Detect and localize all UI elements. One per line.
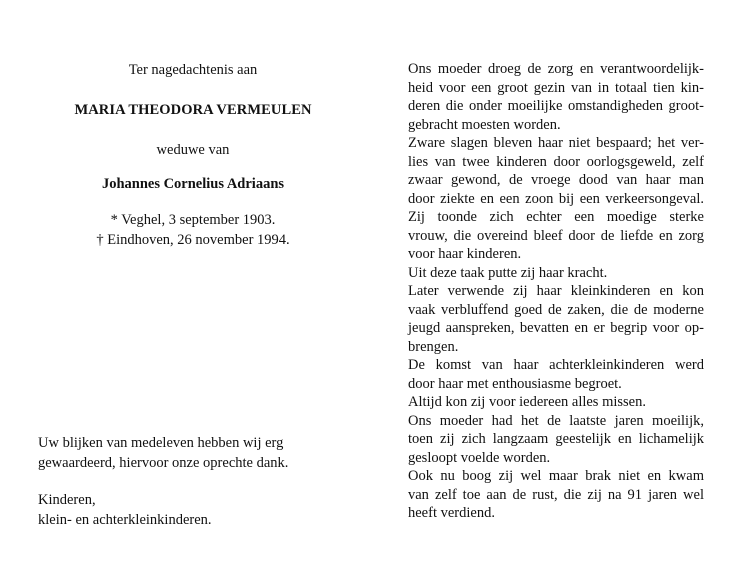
text-line: Ook nu boog zij wel maar brak niet en kwam — [408, 468, 704, 484]
text-line: deren die onder moeilijke omstandigheden groot- — [408, 98, 704, 114]
text-line: Ons moeder had het de laatste jaren moeilijk, — [408, 412, 704, 429]
family-line: Kinderen, — [38, 492, 96, 508]
text-line: voor haar kinderen. — [408, 246, 522, 262]
husband-name: Johannes Cornelius Adriaans — [101, 176, 285, 192]
text-line: Uit deze taak putte zij haar kracht. — [408, 264, 608, 281]
right-panel-text — [408, 60, 704, 523]
text-line: vaak verbluffend goed de zaken, die de moderne — [408, 301, 704, 318]
text-line: gebracht moesten worden. — [408, 116, 561, 133]
text-line: door haar met enthousiasme begroet. — [408, 375, 622, 392]
text-line: toen zij zich langzaam geestelijk en lichamelijk — [408, 431, 704, 447]
text-line: Later verwende zij haar kleinkinderen en kon — [408, 283, 704, 299]
thanks-message — [38, 433, 328, 473]
text-line: Zij toonde zich echter een moedige sterke — [408, 209, 704, 225]
family-line: klein- en achterkleinkinderen. — [38, 512, 212, 528]
text-line: jeugd aanspreken, bevatten en er begrip voor op- — [408, 320, 704, 336]
text-line: Ons moeder droeg de zorg en verantwoordelijk- — [408, 61, 704, 77]
memorial-intro: Ter nagedachtenis aan — [128, 62, 258, 78]
text-line: De komst van haar achterkleinkinderen werd — [408, 357, 704, 373]
death-line: † Eindhoven, 26 november 1994. — [96, 232, 290, 248]
text-line: door ziekte en een zoon bij een verkeersongeval. — [408, 190, 704, 207]
text-line: brengen. — [408, 338, 459, 355]
text-line: Zware slagen bleven haar niet bespaard; het ver- — [408, 135, 704, 151]
text-line: vrouw, die overeind bleef door de liefde en zorg — [408, 227, 704, 244]
text-line: zwaar gewond, de vroege dood van haar man — [408, 172, 704, 188]
thanks-line: gewaardeerd, hiervoor onze oprechte dank. — [38, 455, 289, 471]
text-line: van zelf toe aan de rust, die zij na 91 jaren wel — [408, 486, 704, 503]
widow-label: weduwe van — [156, 142, 230, 158]
text-line: Altijd kon zij voor iedereen alles missen. — [408, 394, 646, 410]
text-line: heeft verdiend. — [408, 505, 495, 521]
text-line: lies van twee kinderen door oorlogsgeweld, zelf — [408, 153, 704, 170]
thanks-line: Uw blijken van medeleven hebben wij erg — [38, 435, 284, 451]
text-line: gesloopt voelde worden. — [408, 449, 551, 466]
family-signature — [38, 490, 328, 530]
deceased-name: MARIA THEODORA VERMEULEN — [74, 102, 312, 118]
birth-line: * Veghel, 3 september 1903. — [110, 212, 276, 228]
text-line: heid voor een groot gezin van in totaal tien kin- — [408, 79, 704, 96]
